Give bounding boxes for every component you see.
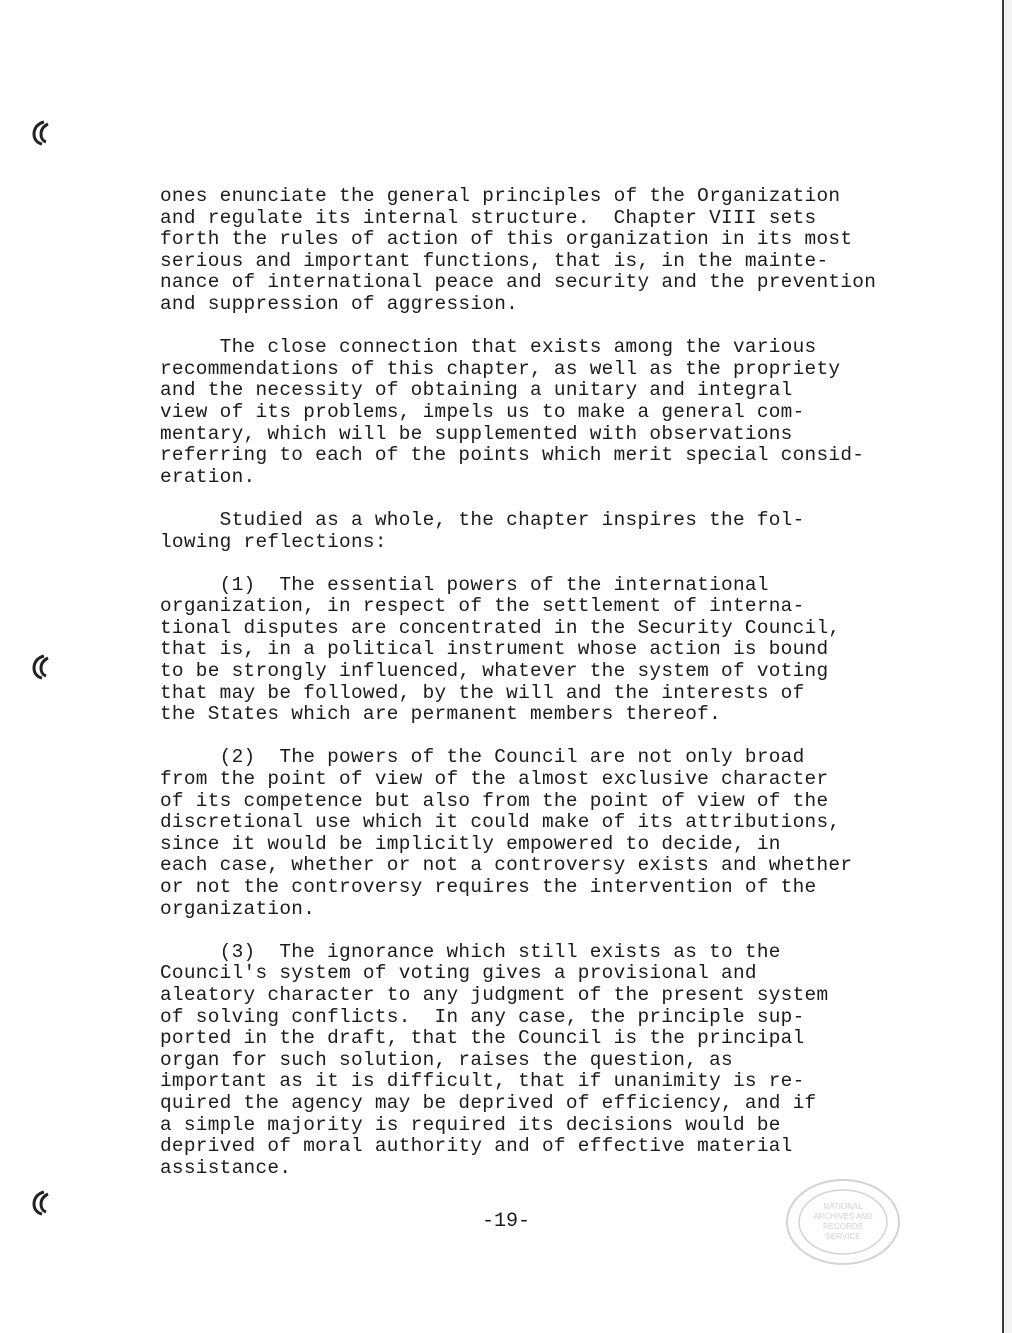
binder-hole-icon [30,120,52,146]
paragraph: The close connection that exists among the various recommendations of this chapter, as well as the propriety and the necessity of obtaining a unitary and integral view of its problems, impels us to make a general com- mentary, which will be supplemented with observations referring to each of the points which merit special consid- eration. [160,336,865,488]
paragraph: (1) The essential powers of the international organization, in respect of the settlement of interna- tional disputes are concentrated in the Security Council, that is, in a political instrument whose action is bound to be strongly influenced, whatever the system of voting that may be followed, by the will and the interests of the States which are permanent members thereof. [160,573,841,726]
paragraph: Studied as a whole, the chapter inspires the fol- lowing reflections: [160,508,805,553]
binder-hole-mark [30,120,52,146]
page-number: -19- [481,1210,530,1233]
document-body [160,186,950,1201]
binder-hole-mark [30,654,52,680]
page-edge-shadow [1004,0,1012,1333]
paragraph: ones enunciate the general principles of the Organization and regulate its internal structure. Chapter VIII sets forth the rules of action of this organization in its most serious and important functions, that is, in the mainte- nance of international peace and security and the prevention and suppression of aggression. [160,185,877,315]
stamp-text: NATIONAL ARCHIVES AND RECORDS SERVICE [813,1202,873,1241]
paragraph: (3) The ignorance which still exists as to the Council's system of voting gives a provisional and aleatory character to any judgment of the present system of solving conflicts. In any case, the principle sup- ported in the draft, that the Council is the principal organ for such solution, raises the question, as important as it is difficult, that if unanimity is re- quired the agency may be deprived of efficiency, and if a simple majority is required its decisions would be deprived of moral authority and of effective material assistance. [160,940,829,1179]
binder-hole-icon [30,654,52,680]
paragraph: (2) The powers of the Council are not only broad from the point of view of the almost exclusive character of its competence but also from the point of view of the discretional use which it could make of its attributions, since it would be implicitly empowered to decide, in each case, whether or not a controversy exists and whether or not the controversy requires the intervention of the organization. [160,746,853,920]
page-edge [1002,0,1004,1333]
